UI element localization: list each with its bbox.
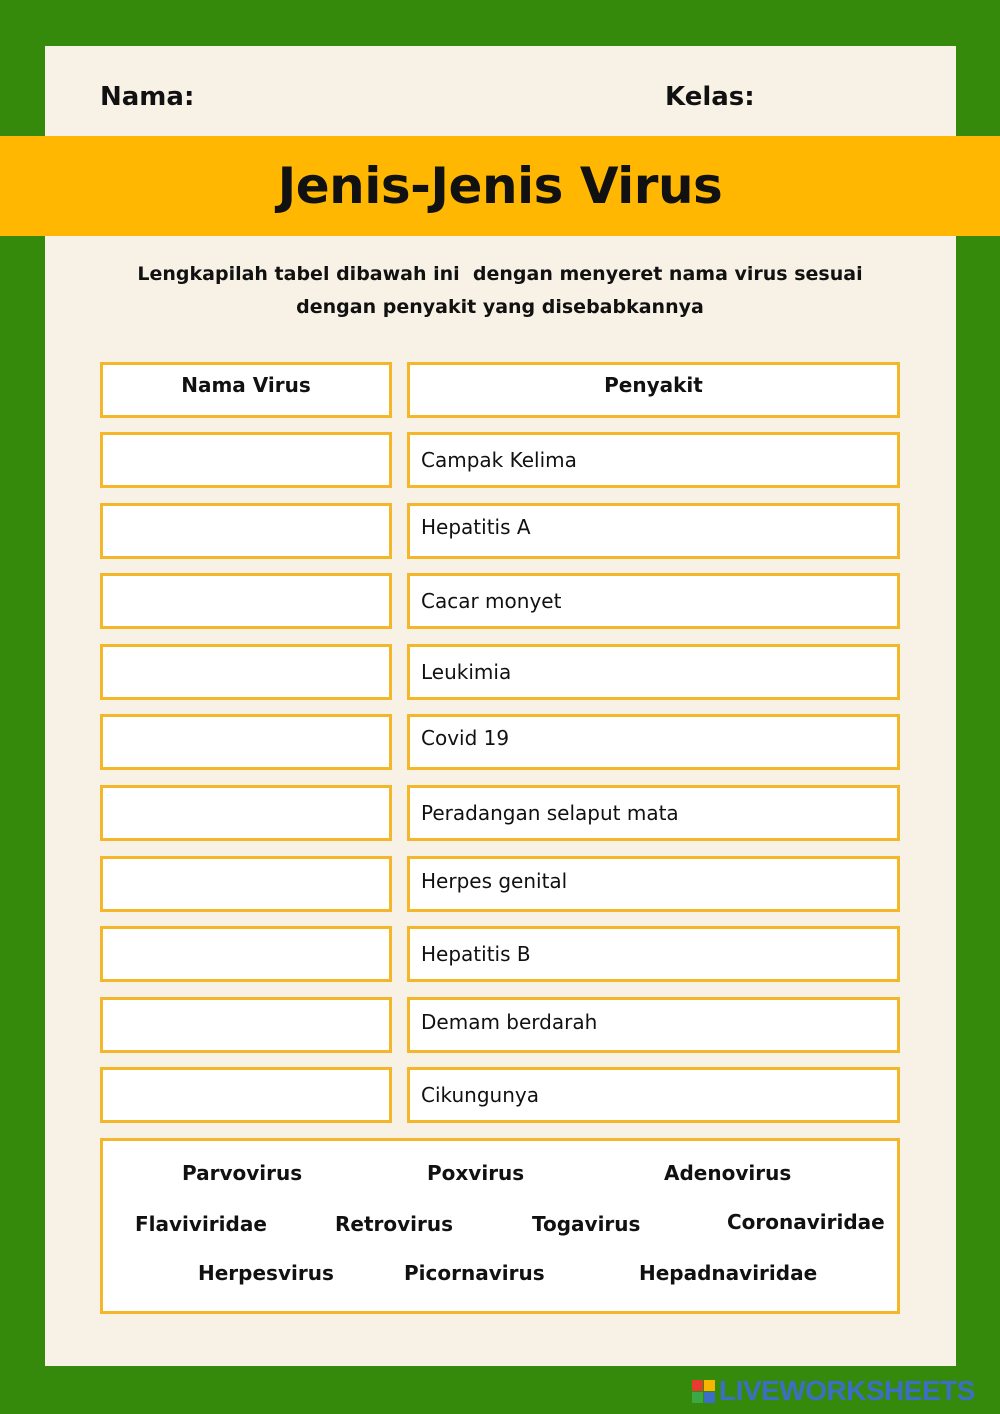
disease-label: Hepatitis B	[421, 942, 531, 966]
disease-label: Demam berdarah	[421, 1010, 598, 1034]
drop-zone-virus[interactable]	[100, 997, 392, 1053]
disease-cell	[407, 1067, 900, 1123]
draggable-virus-flaviviridae[interactable]: Flaviviridae	[135, 1212, 267, 1236]
draggable-virus-togavirus[interactable]: Togavirus	[532, 1212, 641, 1236]
disease-cell	[407, 432, 900, 488]
draggable-virus-coronaviridae[interactable]: Coronaviridae	[727, 1210, 885, 1234]
page-title: Jenis-Jenis Virus	[277, 157, 723, 215]
column-header-virus	[100, 362, 392, 418]
draggable-virus-retrovirus[interactable]: Retrovirus	[335, 1212, 454, 1236]
draggable-virus-adenovirus[interactable]: Adenovirus	[664, 1161, 792, 1185]
disease-label: Campak Kelima	[421, 448, 577, 472]
disease-cell	[407, 503, 900, 559]
drop-zone-virus[interactable]	[100, 644, 392, 700]
drop-zone-virus[interactable]	[100, 926, 392, 982]
disease-cell	[407, 785, 900, 841]
disease-cell	[407, 856, 900, 912]
instructions-line-1: Lengkapilah tabel dibawah ini dengan menyeret nama virus sesuai	[137, 263, 863, 285]
disease-label: Herpes genital	[421, 869, 568, 893]
disease-cell	[407, 926, 900, 982]
draggable-virus-parvovirus[interactable]: Parvovirus	[182, 1161, 303, 1185]
draggable-virus-picornavirus[interactable]: Picornavirus	[404, 1261, 545, 1285]
drop-zone-virus[interactable]	[100, 503, 392, 559]
disease-label: Cikungunya	[421, 1083, 539, 1107]
disease-label: Peradangan selaput mata	[421, 801, 679, 825]
column-header-virus-label: Nama Virus	[181, 373, 311, 397]
disease-label: Cacar monyet	[421, 589, 562, 613]
disease-label: Covid 19	[421, 726, 510, 750]
disease-cell	[407, 644, 900, 700]
disease-cell	[407, 573, 900, 629]
disease-cell	[407, 714, 900, 770]
draggable-virus-poxvirus[interactable]: Poxvirus	[427, 1161, 525, 1185]
disease-label: Hepatitis A	[421, 515, 531, 539]
logo-blocks-icon	[692, 1380, 715, 1403]
column-header-disease-label: Penyakit	[604, 373, 703, 397]
logo-text: LIVEWORKSHEETS	[719, 1375, 975, 1406]
class-label: Kelas:	[665, 82, 755, 112]
drop-zone-virus[interactable]	[100, 785, 392, 841]
drop-zone-virus[interactable]	[100, 714, 392, 770]
drop-zone-virus[interactable]	[100, 856, 392, 912]
draggable-virus-herpesvirus[interactable]: Herpesvirus	[198, 1261, 334, 1285]
title-banner	[0, 136, 1000, 236]
drop-zone-virus[interactable]	[100, 432, 392, 488]
drop-zone-virus[interactable]	[100, 1067, 392, 1123]
name-label: Nama:	[100, 82, 195, 112]
drop-zone-virus[interactable]	[100, 573, 392, 629]
instructions-line-2: dengan penyakit yang disebabkannya	[296, 296, 704, 318]
draggable-virus-hepadnaviridae[interactable]: Hepadnaviridae	[639, 1261, 818, 1285]
disease-cell	[407, 997, 900, 1053]
disease-label: Leukimia	[421, 660, 512, 684]
column-header-disease	[407, 362, 900, 418]
liveworksheets-logo[interactable]	[692, 1374, 975, 1408]
instructions	[100, 258, 900, 324]
